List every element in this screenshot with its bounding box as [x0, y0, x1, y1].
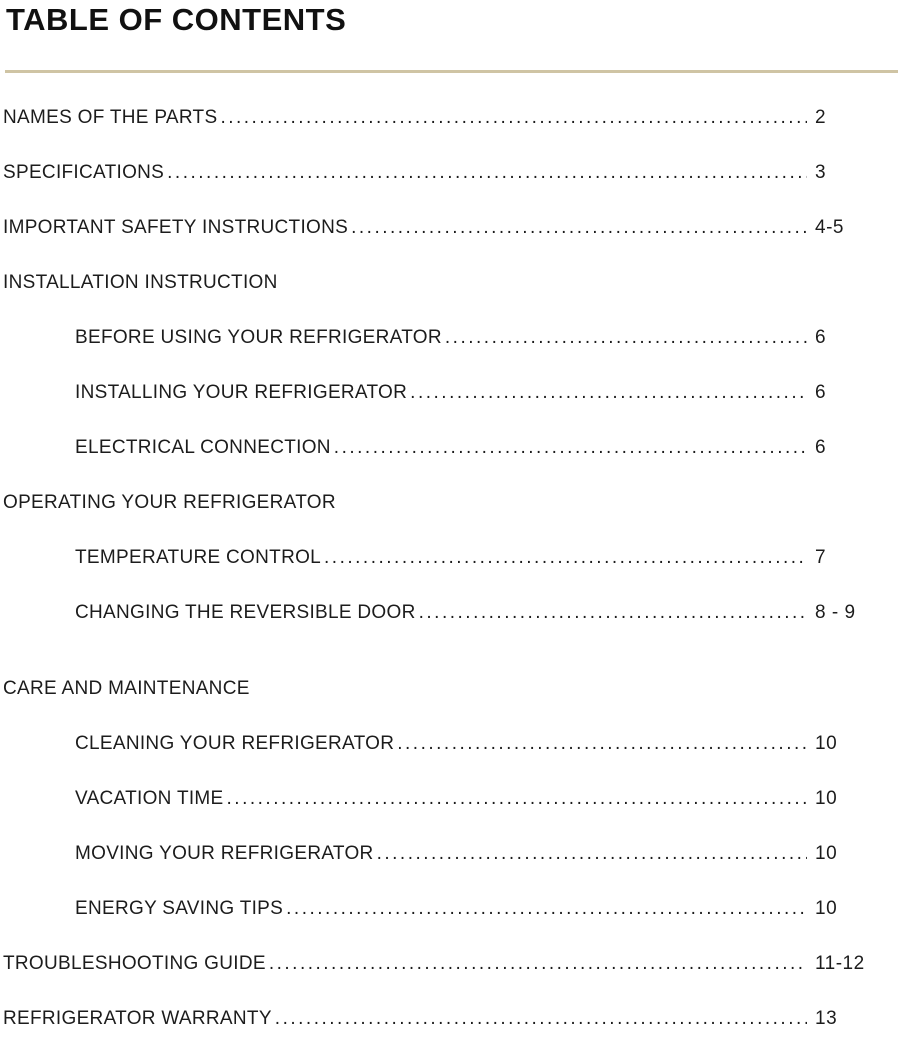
toc-entry-page-number: 8 - 9 — [815, 602, 856, 623]
dot-leader — [167, 162, 807, 184]
toc-entry-page-number: 2 — [815, 107, 827, 128]
toc-entry-label: TEMPERATURE CONTROL — [75, 547, 322, 568]
toc-entry-label: REFRIGERATOR WARRANTY — [3, 1008, 272, 1029]
toc-entry-label: OPERATING YOUR REFRIGERATOR — [3, 492, 336, 513]
toc-entry-label: BEFORE USING YOUR REFRIGERATOR — [75, 327, 442, 348]
page-title: TABLE OF CONTENTS — [6, 2, 347, 37]
toc-entry-page-number: 10 — [815, 843, 838, 864]
toc-entry-page-number: 13 — [815, 1008, 838, 1029]
toc-entry — [3, 492, 903, 516]
toc-entry-label: IMPORTANT SAFETY INSTRUCTIONS — [3, 217, 349, 238]
toc-entry — [3, 217, 903, 241]
toc-entry — [3, 953, 903, 977]
toc-entry-label: NAMES OF THE PARTS — [3, 107, 218, 128]
toc-entry-page-number: 11-12 — [815, 953, 865, 974]
toc-entry-label: ENERGY SAVING TIPS — [75, 898, 284, 919]
toc-entry-page-number: 4-5 — [815, 217, 844, 238]
toc-entry — [3, 788, 903, 812]
toc-list — [0, 107, 903, 1032]
toc-entry — [3, 327, 903, 351]
dot-leader — [275, 1008, 807, 1030]
dot-leader — [286, 898, 807, 920]
toc-entry — [3, 602, 903, 626]
dot-leader — [227, 788, 807, 810]
dot-leader — [419, 602, 807, 624]
toc-entry-page-number: 10 — [815, 788, 838, 809]
dot-leader — [220, 107, 807, 129]
toc-entry-label: CLEANING YOUR REFRIGERATOR — [75, 733, 395, 754]
dot-leader — [351, 217, 807, 239]
toc-entry-label: MOVING YOUR REFRIGERATOR — [75, 843, 374, 864]
dot-leader — [324, 547, 807, 569]
toc-entry-page-number: 6 — [815, 327, 827, 348]
toc-entry — [3, 843, 903, 867]
dot-leader — [334, 437, 807, 459]
toc-entry-page-number: 10 — [815, 898, 838, 919]
dot-leader — [377, 843, 807, 865]
toc-entry-page-number: 6 — [815, 437, 827, 458]
toc-entry-label: CHANGING THE REVERSIBLE DOOR — [75, 602, 416, 623]
toc-entry — [3, 382, 903, 406]
toc-entry-page-number: 6 — [815, 382, 827, 403]
dot-leader — [397, 733, 807, 755]
toc-entry — [3, 547, 903, 571]
title-divider — [5, 70, 898, 73]
toc-entry-label: INSTALLATION INSTRUCTION — [3, 272, 278, 293]
toc-entry — [3, 162, 903, 186]
toc-entry-label: VACATION TIME — [75, 788, 224, 809]
toc-entry — [3, 1008, 903, 1032]
toc-entry — [3, 898, 903, 922]
toc-entry — [3, 678, 903, 702]
toc-entry — [3, 107, 903, 131]
toc-entry-page-number: 10 — [815, 733, 838, 754]
toc-entry — [3, 733, 903, 757]
toc-entry — [3, 272, 903, 296]
dot-leader — [410, 382, 807, 404]
toc-entry-label: CARE AND MAINTENANCE — [3, 678, 250, 699]
toc-entry-page-number: 3 — [815, 162, 827, 183]
toc-entry-label: INSTALLING YOUR REFRIGERATOR — [75, 382, 408, 403]
toc-entry — [3, 437, 903, 461]
dot-leader — [269, 953, 807, 975]
toc-entry-label: TROUBLESHOOTING GUIDE — [3, 953, 266, 974]
dot-leader — [445, 327, 807, 349]
toc-entry-page-number: 7 — [815, 547, 827, 568]
toc-entry-label: ELECTRICAL CONNECTION — [75, 437, 331, 458]
toc-entry-label: SPECIFICATIONS — [3, 162, 165, 183]
